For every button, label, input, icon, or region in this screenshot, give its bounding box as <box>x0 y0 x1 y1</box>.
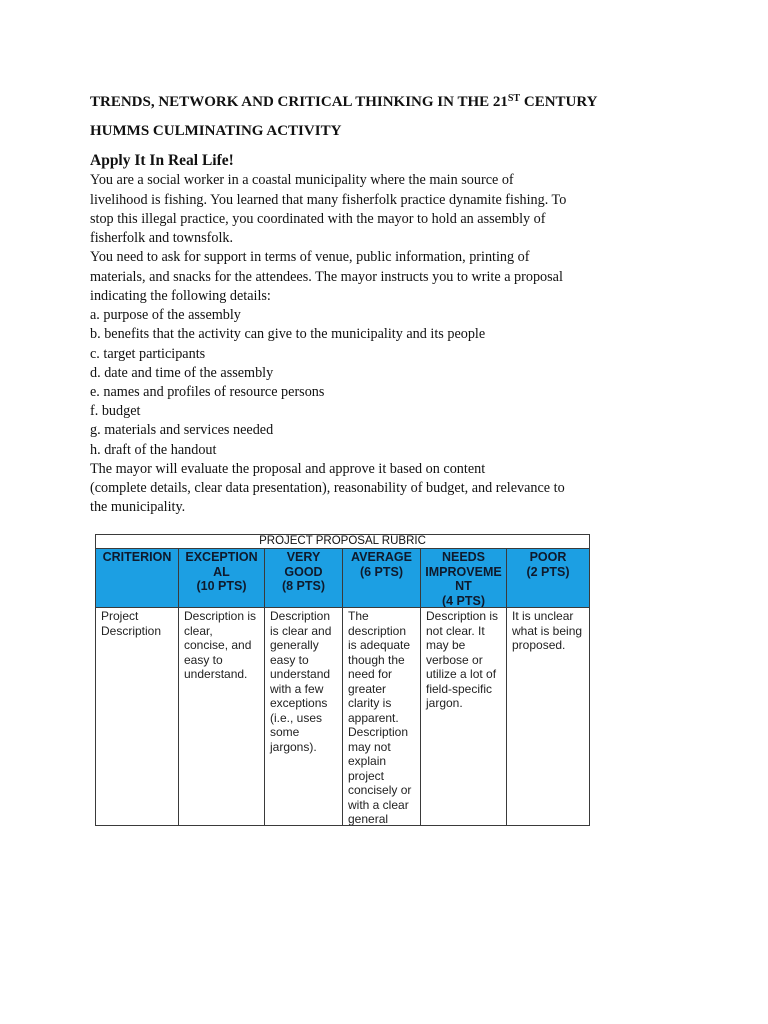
list-item: f. budget <box>90 403 141 420</box>
header-line: CRITERION <box>102 550 172 564</box>
cell-line: clarity is <box>348 696 392 710</box>
cell-line: easy to <box>270 652 309 667</box>
evaluation-paragraph <box>90 460 566 518</box>
cell-line: (i.e., uses <box>270 710 323 725</box>
details-list <box>90 306 566 460</box>
text-line: fisherfolk and townsfolk. <box>90 230 234 247</box>
request-paragraph <box>90 248 566 306</box>
cell-line: exceptions <box>270 696 328 710</box>
cell-line: proposed. <box>512 638 566 652</box>
cell-poor <box>507 608 590 826</box>
cell-line: general <box>348 812 389 826</box>
list-item: b. benefits that the activity can give to the municipality and its people <box>90 326 486 343</box>
cell-line: is clear and <box>270 623 332 638</box>
cell-very-good <box>265 608 343 826</box>
rubric-table <box>95 534 590 826</box>
cell-needs-improvement <box>421 608 507 826</box>
text-line: indicating the following details: <box>90 287 271 304</box>
cell-line: understand <box>270 667 331 681</box>
cell-line: description <box>348 623 407 638</box>
cell-line: generally <box>270 638 319 652</box>
cell-average <box>343 608 421 826</box>
cell-line: clear, <box>184 623 213 638</box>
title-superscript: ST <box>507 93 521 104</box>
header-line: VERY <box>286 550 321 564</box>
list-item: c. target participants <box>90 345 206 362</box>
header-line: (10 PTS) <box>196 579 247 594</box>
cell-line: concise, and <box>184 638 252 652</box>
cell-line: project <box>348 768 385 783</box>
text-line: materials, and snacks for the attendees. The mayor instructs you to write a proposal <box>90 268 563 285</box>
text-line: You need to ask for support in terms of venue, public information, printing of <box>90 249 530 266</box>
cell-line: explain <box>348 754 387 768</box>
cell-line: with a few <box>270 681 324 696</box>
rubric-title: PROJECT PROPOSAL RUBRIC <box>96 535 590 549</box>
text-line: The mayor will evaluate the proposal and approve it based on content <box>90 460 486 477</box>
title-suffix: CENTURY <box>520 94 598 110</box>
header-line: NEEDS <box>441 550 486 564</box>
cell-line: need for <box>348 667 393 681</box>
cell-line: is adequate <box>348 638 411 652</box>
cell-line: may not <box>348 739 391 754</box>
body-text <box>90 171 566 517</box>
text-line: livelihood is fishing. You learned that many fisherfolk practice dynamite fishing. To <box>90 191 567 208</box>
header-line: IMPROVEME <box>425 564 502 579</box>
cell-line: some <box>270 725 300 739</box>
cell-line: verbose or <box>426 652 483 667</box>
cell-line: with a clear <box>348 797 409 812</box>
cell-line: easy to <box>184 652 223 667</box>
document-title <box>90 92 598 112</box>
document-subtitle: HUMMS CULMINATING ACTIVITY <box>90 123 342 139</box>
header-very-good <box>265 549 343 608</box>
cell-line: jargons). <box>270 739 317 754</box>
header-line: GOOD <box>284 564 323 579</box>
text-line: stop this illegal practice, you coordinated with the mayor to hold an assembly of <box>90 210 546 227</box>
cell-line: greater <box>348 681 387 696</box>
header-line: POOR <box>529 550 567 564</box>
cell-line: Description is <box>426 609 499 623</box>
cell-line: The <box>348 609 369 623</box>
text-line: the municipality. <box>90 499 186 516</box>
cell-line: though the <box>348 652 405 667</box>
header-line: AVERAGE <box>351 550 412 564</box>
list-item: e. names and profiles of resource persons <box>90 383 325 400</box>
cell-line: understand. <box>184 667 248 681</box>
list-item: d. date and time of the assembly <box>90 364 274 381</box>
list-item: a. purpose of the assembly <box>90 307 241 324</box>
header-poor <box>507 549 590 608</box>
cell-exceptional <box>179 608 265 826</box>
list-item: h. draft of the handout <box>90 441 217 458</box>
list-item: g. materials and services needed <box>90 422 274 439</box>
cell-line: not clear. It <box>426 623 485 638</box>
header-line: (4 PTS) <box>441 593 486 608</box>
text-line: You are a social worker in a coastal municipality where the main source of <box>90 172 514 189</box>
text-line: (complete details, clear data presentation), reasonability of budget, and relevance to <box>90 480 565 497</box>
cell-line: Project <box>101 609 139 623</box>
cell-line: concisely or <box>348 783 412 797</box>
header-criterion <box>96 549 179 608</box>
header-line: AL <box>213 564 230 579</box>
cell-line: apparent. <box>348 710 399 725</box>
cell-line: Description is <box>184 609 257 623</box>
cell-line: what is being <box>512 623 583 638</box>
cell-criterion <box>96 608 179 826</box>
title-text: TRENDS, NETWORK AND CRITICAL THINKING IN THE 21 <box>90 94 508 110</box>
cell-line: Description <box>270 609 331 623</box>
header-line: NT <box>455 579 472 594</box>
header-exceptional <box>179 549 265 608</box>
cell-line: may be <box>426 638 466 652</box>
header-needs-improvement <box>421 549 507 608</box>
header-line: (6 PTS) <box>359 564 404 579</box>
cell-line: Description <box>101 623 162 638</box>
scenario-paragraph <box>90 171 566 248</box>
cell-line: jargon. <box>426 696 463 710</box>
cell-line: It is unclear <box>512 609 574 623</box>
cell-line: field-specific <box>426 681 493 696</box>
cell-line: utilize a lot of <box>426 667 497 681</box>
header-average <box>343 549 421 608</box>
header-line: (8 PTS) <box>281 579 326 594</box>
cell-line: Description <box>348 725 409 739</box>
header-line: EXCEPTION <box>185 550 258 564</box>
section-heading: Apply It In Real Life! <box>90 152 234 169</box>
header-line: (2 PTS) <box>526 564 570 579</box>
